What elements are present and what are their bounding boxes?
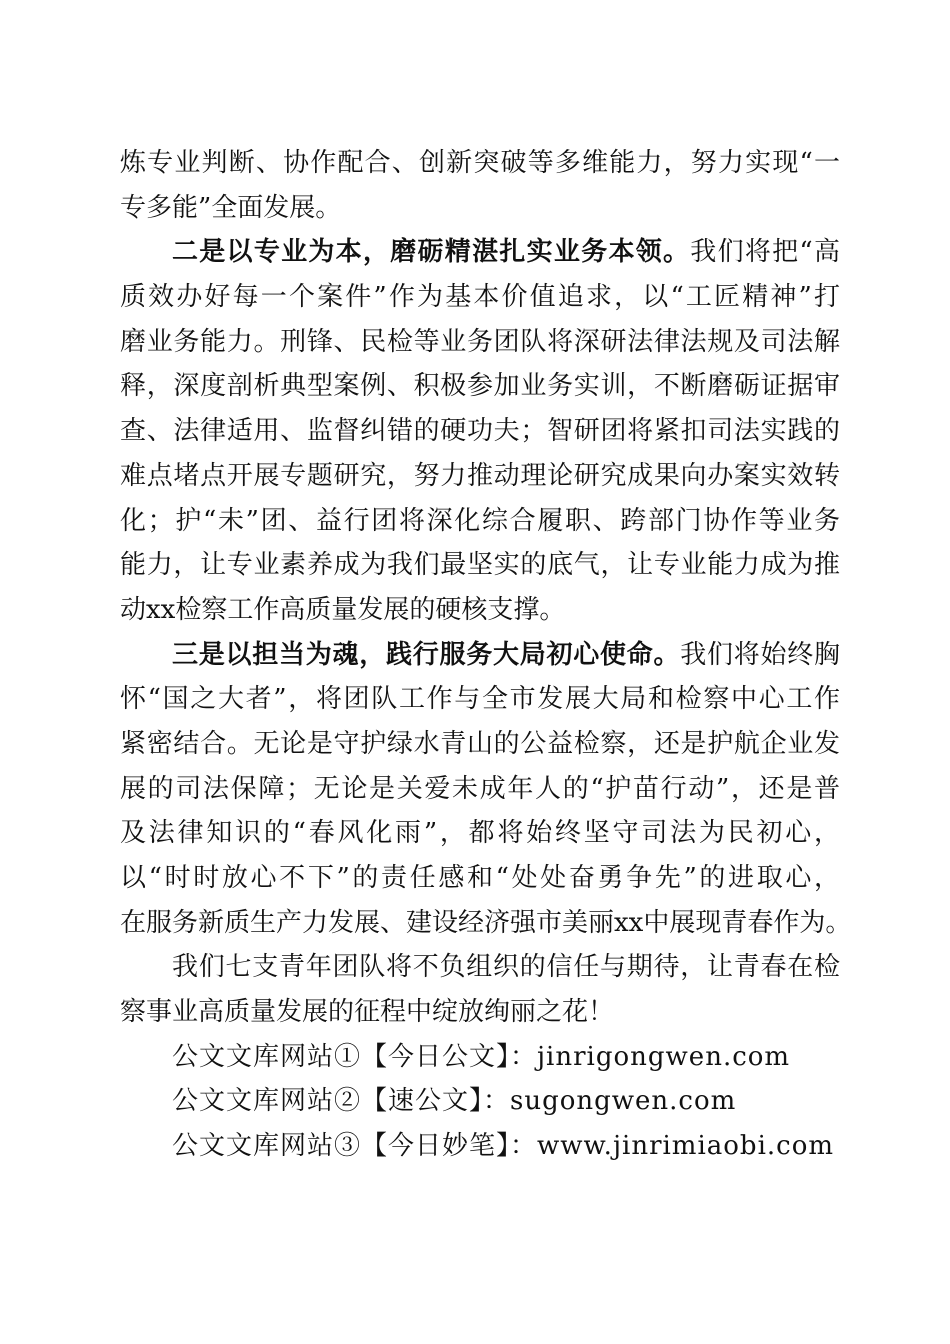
paragraph-line	[120, 230, 840, 275]
paragraph-line: 专多能”全面发展。	[120, 192, 342, 223]
paragraph-line: 质效办好每一个案件”作为基本价值追求，以“工匠精神”打	[120, 282, 840, 313]
paragraph-line: 察事业高质量发展的征程中绽放绚丽之花！	[120, 997, 615, 1028]
paragraph-line: 难点堵点开展专题研究，努力推动理论研究成果向办案实效转	[120, 460, 840, 491]
website-link-3: 公文文库网站③【今日妙笔】：www.jinrimiaobi.com	[172, 1131, 835, 1162]
paragraph-line: 释，深度剖析典型案例、积极参加业务实训，不断磨砺证据审	[120, 371, 840, 402]
paragraph-line: 查、法律适用、监督纠错的硬功夫；智研团将紧扣司法实践的	[120, 416, 840, 447]
document-page	[120, 141, 852, 1169]
paragraph-line: 炼专业判断、协作配合、创新突破等多维能力，努力实现“一	[120, 148, 840, 178]
section-heading-three: 三是以担当为魂，践行服务大局初心使命。	[172, 639, 681, 670]
website-link-1: 公文文库网站①【今日公文】：jinrigongwen.com	[172, 1041, 791, 1072]
paragraph-line: 怀“国之大者”，将团队工作与全市发展大局和检察中心工作	[120, 684, 840, 715]
paragraph-text: 我们将始终胸	[680, 639, 840, 670]
paragraph-line: 能力，让专业素养成为我们最坚实的底气，让专业能力成为推	[120, 550, 840, 581]
paragraph-text: 我们将把“高	[690, 237, 840, 268]
paragraph-line: 动xx检察工作高质量发展的硬核支撑。	[120, 594, 566, 625]
paragraph-line: 我们七支青年团队将不负组织的信任与期待，让青春在检	[172, 952, 840, 983]
paragraph-line: 在服务新质生产力发展、建设经济强市美丽xx中展现青春作为。	[120, 907, 852, 938]
paragraph-line: 展的司法保障；无论是关爱未成年人的“护苗行动”，还是普	[120, 773, 840, 804]
paragraph-line: 及法律知识的“春风化雨”，都将始终坚守司法为民初心，	[120, 818, 840, 849]
paragraph-line: 紧密结合。无论是守护绿水青山的公益检察，还是护航企业发	[120, 728, 840, 759]
paragraph-line: 磨业务能力。刑锋、民检等业务团队将深研法律法规及司法解	[120, 326, 840, 357]
section-heading-two: 二是以专业为本，磨砺精湛扎实业务本领。	[172, 237, 691, 268]
paragraph-line: 以“时时放心不下”的责任感和“处处奋勇争先”的进取心，	[120, 863, 840, 893]
paragraph-line: 化；护“未”团、益行团将深化综合履职、跨部门协作等业务	[120, 505, 840, 536]
website-link-2: 公文文库网站②【速公文】：sugongwen.com	[172, 1086, 737, 1117]
paragraph-line	[120, 633, 840, 678]
